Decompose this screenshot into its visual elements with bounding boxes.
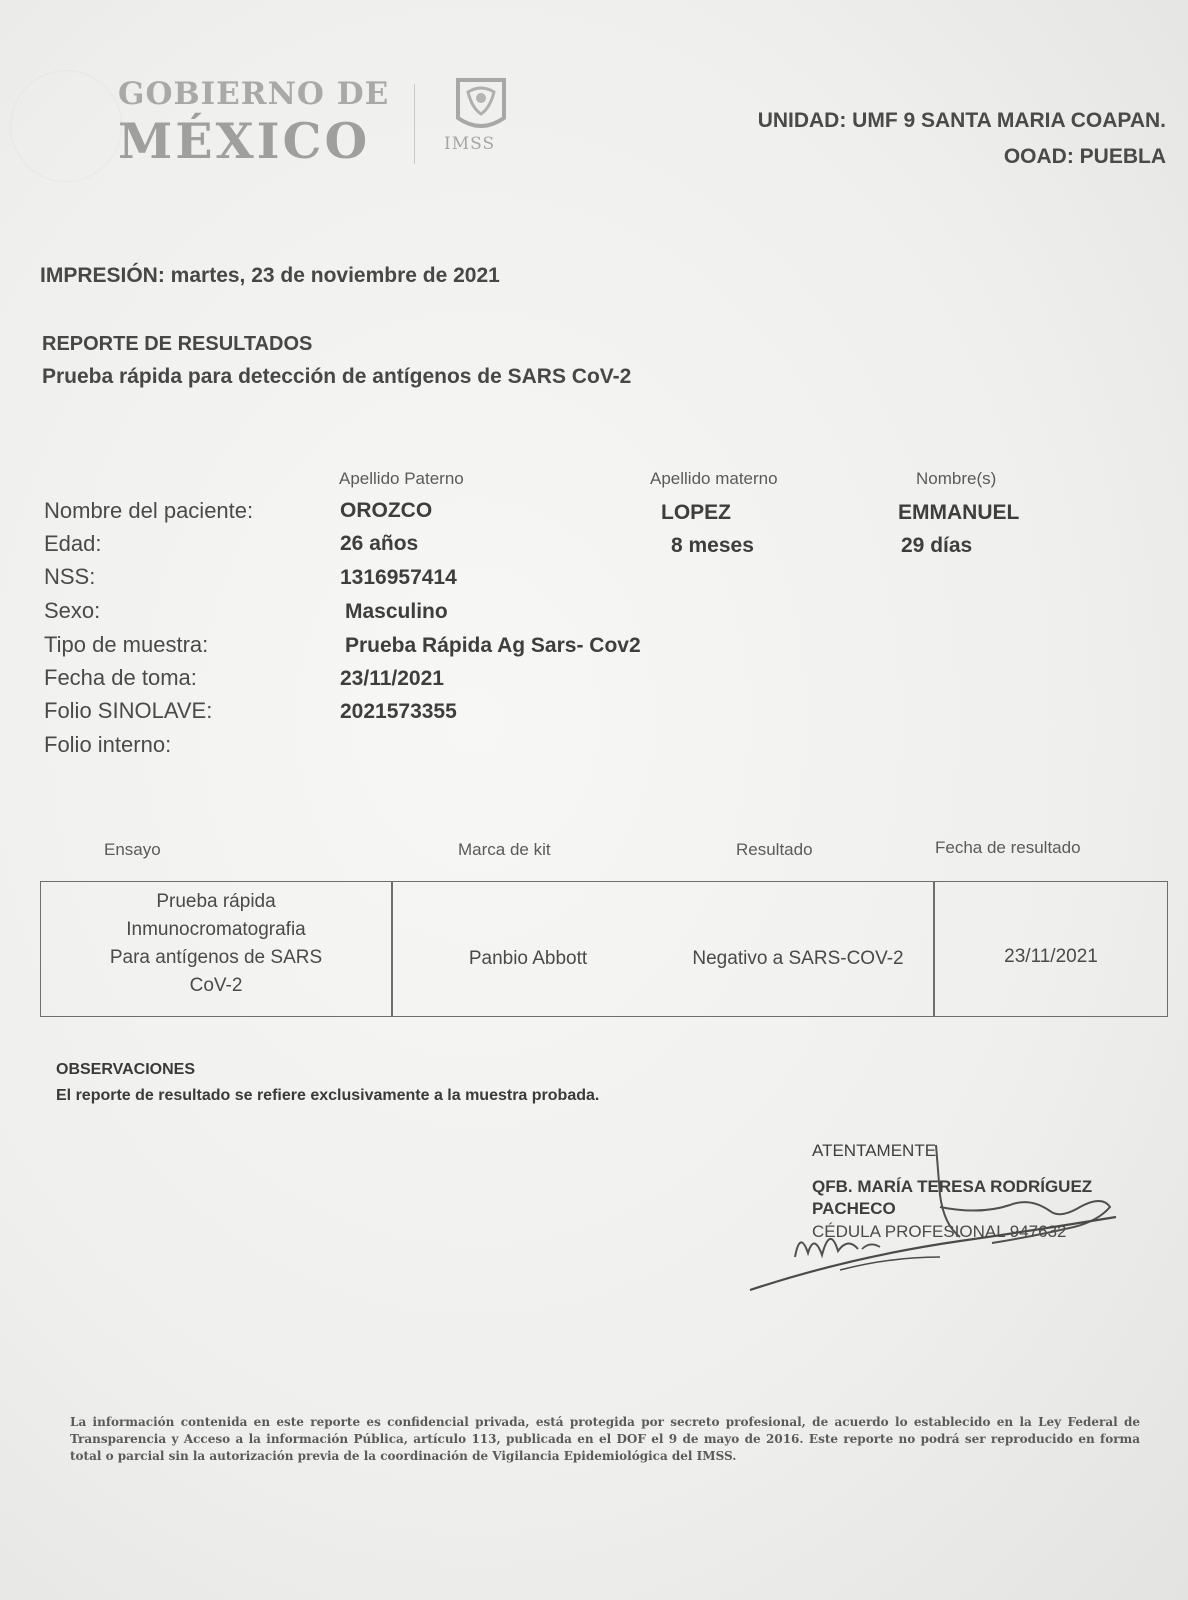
imss-logo-text: IMSS <box>444 134 496 154</box>
value-folio-sinolave: 2021573355 <box>340 700 457 723</box>
value-edad-meses: 8 meses <box>671 534 754 557</box>
label-folio-interno: Folio interno: <box>44 732 172 757</box>
imss-emblem-icon <box>450 74 512 134</box>
value-apellido-materno: LOPEZ <box>661 501 732 524</box>
th-marca: Marca de kit <box>458 840 551 859</box>
value-apellido-paterno: OROZCO <box>340 499 433 522</box>
logo-divider <box>414 84 415 164</box>
confidentiality-footer: La información contenida en este reporte es confidencial privada, está protegida por secreto profesional, de acuerdo lo establecido en la Ley Federal de Transparencia y Acceso a la información Pública, artículo 113, publicada en el DOF el 9 de mayo de 2016. Este reporte no podrá ser reproducido en forma total o parcial sin la autorización previa de la coordinación de Vigilancia Epidemiológica del IMSS. <box>70 1415 1140 1463</box>
label-tipo-muestra: Tipo de muestra: <box>44 632 209 657</box>
gobierno-logo-line2: MÉXICO <box>118 112 371 170</box>
label-nss: NSS: <box>44 564 96 589</box>
header-apellido-materno: Apellido materno <box>650 469 778 488</box>
cell-marca: Panbio Abbott <box>468 948 588 969</box>
cell-resultado: Negativo a SARS-COV-2 <box>692 948 904 969</box>
label-fecha-toma: Fecha de toma: <box>44 665 197 690</box>
observaciones-title: OBSERVACIONES <box>56 1061 195 1078</box>
atentamente-label: ATENTAMENTE <box>812 1141 937 1160</box>
ensayo-line: CoV-2 <box>189 975 243 996</box>
label-nombre: Nombre del paciente: <box>44 498 254 523</box>
value-edad-dias: 29 días <box>901 534 973 557</box>
report-title: REPORTE DE RESULTADOS <box>42 333 313 355</box>
gobierno-logo-line1: GOBIERNO DE <box>118 76 390 112</box>
label-folio-sinolave: Folio SINOLAVE: <box>44 698 213 723</box>
value-fecha-toma: 23/11/2021 <box>340 667 444 690</box>
value-nss: 1316957414 <box>340 566 457 589</box>
label-edad: Edad: <box>44 531 102 556</box>
value-edad-anos: 26 años <box>340 532 419 555</box>
signer-name: QFB. MARÍA TERESA RODRÍGUEZ PACHECO <box>812 1177 1093 1218</box>
unidad-label: UNIDAD: UMF 9 SANTA MARIA COAPAN. <box>757 109 1166 132</box>
ensayo-line: Para antígenos de SARS <box>109 947 323 968</box>
report-subtitle: Prueba rápida para detección de antígenos de SARS CoV-2 <box>42 365 632 388</box>
national-seal-watermark <box>10 70 122 182</box>
value-nombres: EMMANUEL <box>898 501 1020 524</box>
header-apellido-paterno: Apellido Paterno <box>339 469 464 488</box>
ooad-label: OOAD: PUEBLA <box>1003 145 1166 168</box>
ensayo-line: Prueba rápida <box>156 891 276 912</box>
th-fecha: Fecha de resultado <box>935 838 1081 857</box>
cell-fecha: 23/11/2021 <box>1004 946 1098 967</box>
cedula-profesional: CÉDULA PROFESIONAL 947632 <box>812 1222 1067 1241</box>
cell-ensayo <box>42 888 390 1000</box>
value-sexo: Masculino <box>345 600 448 623</box>
th-resultado: Resultado <box>736 840 813 859</box>
header-nombres: Nombre(s) <box>916 469 997 488</box>
th-ensayo: Ensayo <box>104 840 161 859</box>
print-date: IMPRESIÓN: martes, 23 de noviembre de 2021 <box>40 264 500 287</box>
ensayo-line: Inmunocromatografia <box>126 919 306 940</box>
handwritten-signature <box>730 1145 1160 1335</box>
value-tipo-muestra: Prueba Rápida Ag Sars- Cov2 <box>345 634 641 657</box>
observaciones-text: El reporte de resultado se refiere exclusivamente a la muestra probada. <box>56 1087 600 1104</box>
label-sexo: Sexo: <box>44 598 101 623</box>
